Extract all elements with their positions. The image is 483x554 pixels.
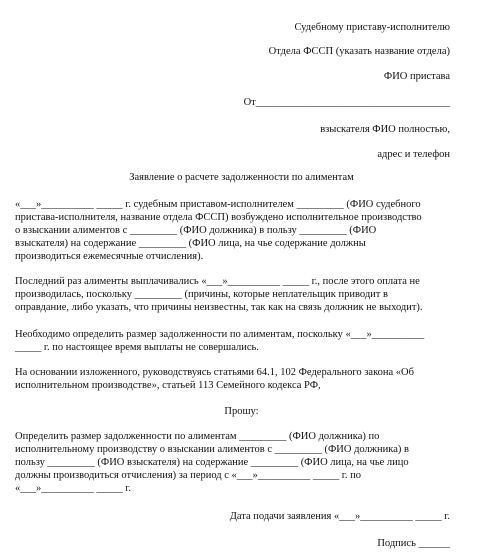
paragraph-line: исполнительному производству о взыскании алиментов с _________ (ФИО должника) в [15, 444, 409, 455]
paragraph-request [15, 430, 455, 495]
header-from-line: От_____________________________________ [243, 97, 450, 108]
paragraph-line: Последний раз алименты выплачивались «___»__________ _____ г., после этого оплата не [15, 276, 420, 287]
paragraph-legal-basis [15, 366, 455, 392]
paragraph-line: Необходимо определить размер задолженности по алиментам, поскольку «___»__________ [15, 329, 425, 340]
paragraph-line: оправдание, либо указать, что причины неизвестны, так как на связь должник не выходит). [15, 302, 423, 313]
footer-date-line: Дата подачи заявления «___»__________ _____ г. [229, 511, 450, 522]
paragraph-line: Определить размер задолженности по алиментам _________ (ФИО должника) по [15, 431, 380, 442]
paragraph-line: «___»__________ _____ г. судебным приставом-исполнителем _________ (ФИО судебного [15, 199, 421, 210]
document-title: Заявление о расчете задолженности по алиментам [129, 172, 354, 183]
paragraph-line: должны производиться отчисления) за период с «___»__________ _____ г. по [15, 470, 362, 481]
footer-signature-line: Подпись ______ [377, 538, 450, 549]
paragraph-line: производиться ежемесячные отчисления). [15, 251, 204, 262]
paragraph-line: _____ г. по настоящее время выплаты не совершались. [15, 342, 259, 353]
header-department: Отдела ФССП (указать название отдела) [268, 46, 450, 57]
paragraph-line: пристава-исполнителя, название отдела ФССП) возбуждено исполнительное производство [15, 212, 422, 223]
paragraph-line: о взыскании алиментов с _________ (ФИО должника) в пользу _________ (ФИО [15, 225, 377, 236]
request-heading: Прошу: [224, 406, 259, 417]
paragraph-line: «___»__________ _____ г. [15, 483, 131, 494]
header-address-phone: адрес и телефон [377, 149, 450, 160]
paragraph-line: исполнительном производстве», статьей 113 Семейного кодекса РФ, [15, 380, 321, 391]
header-claimant-name: взыскателя ФИО полностью, [320, 124, 450, 135]
paragraph-line: производилась, поскольку _________ (причины, которые неплательщик приводит в [15, 289, 388, 300]
paragraph-line: пользу _________ (ФИО взыскателя) на содержание _________ (ФИО лица, на чье лицо [15, 457, 409, 468]
paragraph-line: На основании изложенного, руководствуясь статьями 64.1, 102 Федерального закона «Об [15, 367, 414, 378]
paragraph-last-payment [15, 275, 455, 314]
paragraph-proceedings [15, 198, 455, 263]
header-bailiff-name: ФИО пристава [383, 71, 450, 82]
paragraph-necessity [15, 328, 455, 354]
header-addressee: Судебному приставу-исполнителю [294, 22, 450, 33]
paragraph-line: взыскателя) на содержание _________ (ФИО лица, на чье содержание должны [15, 238, 366, 249]
